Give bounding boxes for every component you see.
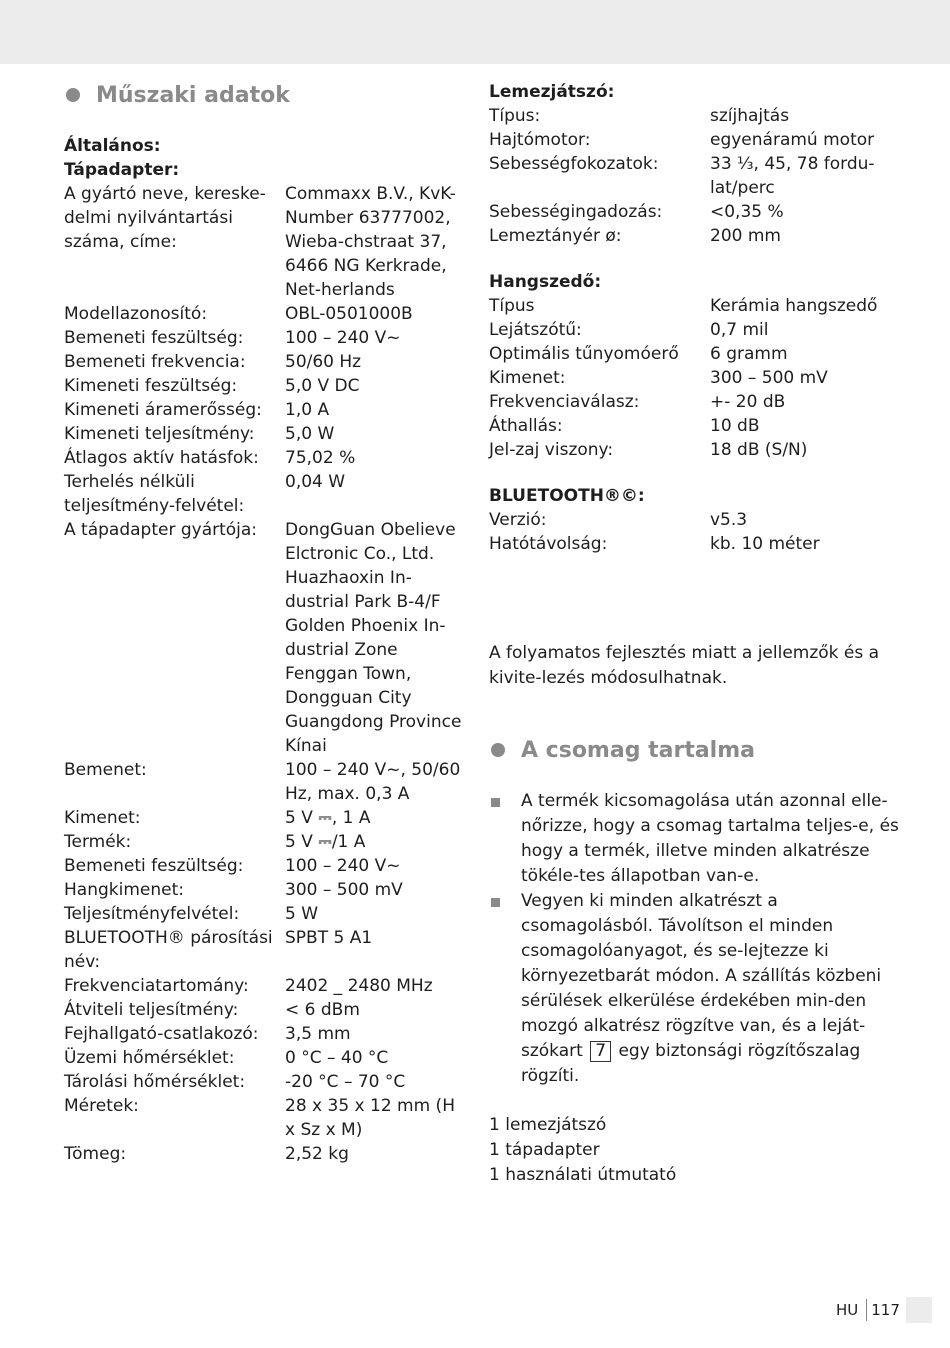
spec-value: 0,7 mil [710, 320, 769, 340]
spec-row [64, 302, 464, 326]
spec-label: Lemeztányér ø: [489, 226, 622, 246]
contents-item: 1 használati útmutató [489, 1165, 677, 1185]
spec-label: Kimeneti teljesítmény: [64, 424, 255, 444]
section-title-text: Műszaki adatok [96, 82, 290, 108]
spec-row [64, 1046, 464, 1070]
turntable-spec-list [489, 104, 899, 248]
spec-label: Átlagos aktív hatásfok: [64, 448, 259, 468]
spec-label: BLUETOOTH® párosítási név: [64, 928, 273, 972]
spec-label: Tömeg: [64, 1144, 127, 1164]
spec-row [64, 422, 464, 446]
spec-label: Kimeneti áramerősség: [64, 400, 262, 420]
spec-row [489, 390, 899, 414]
spec-row [489, 438, 899, 462]
spec-row [489, 508, 899, 532]
bullet-dot-icon [491, 743, 505, 757]
spec-label: Típus: [489, 106, 541, 126]
spec-value: 5 W [285, 904, 319, 924]
contents-item: 1 lemezjátszó [489, 1115, 607, 1135]
spec-row [489, 152, 899, 200]
spec-row [489, 224, 899, 248]
cartridge-spec-list [489, 294, 899, 462]
spec-value: 5,0 W [285, 424, 335, 444]
spec-row [489, 128, 899, 152]
package-contents-list [489, 1113, 899, 1188]
spec-label: Áthallás: [489, 416, 563, 436]
spec-value: 2402 _ 2480 MHz [285, 976, 433, 996]
spec-value: 2,52 kg [285, 1144, 349, 1164]
spec-row [64, 974, 464, 998]
spec-row [64, 1070, 464, 1094]
spec-row [64, 446, 464, 470]
adapter-spec-list [64, 182, 464, 1166]
spec-row [64, 902, 464, 926]
spec-value: 75,02 % [285, 448, 356, 468]
general-heading: Általános: [64, 136, 161, 156]
spec-value: SPBT 5 A1 [285, 928, 373, 948]
spec-value: egyenáramú motor [710, 130, 875, 150]
turntable-heading: Lemezjátszó: [489, 82, 615, 102]
spec-value: 5 V ⎓/1 A [285, 832, 366, 852]
spec-label: Modellazonosító: [64, 304, 208, 324]
spec-row [489, 104, 899, 128]
spec-label: Kimeneti feszültség: [64, 376, 238, 396]
spec-value: 33 ⅓, 45, 78 fordu-lat/perc [710, 154, 875, 198]
spec-value: kb. 10 méter [710, 534, 820, 554]
instruction-list [489, 789, 899, 1089]
spec-row [489, 200, 899, 224]
spec-label: Terhelés nélküli teljesítmény-felvétel: [64, 472, 245, 516]
spec-label: Fejhallgató-csatlakozó: [64, 1024, 259, 1044]
spec-label: Kimenet: [64, 808, 141, 828]
square-bullet-icon [491, 898, 500, 907]
spec-label: Sebességfokozatok: [489, 154, 659, 174]
spec-value: 5 V ⎓, 1 A [285, 808, 371, 828]
spec-value: 100 – 240 V~, 50/60 Hz, max. 0,3 A [285, 760, 461, 804]
spec-row [64, 326, 464, 350]
bluetooth-spec-list [489, 508, 899, 556]
spec-row [489, 318, 899, 342]
spec-label: Sebességingadozás: [489, 202, 663, 222]
spec-row [64, 926, 464, 974]
spec-value: szíjhajtás [710, 106, 790, 126]
spec-label: Hajtómotor: [489, 130, 591, 150]
spec-value: < 6 dBm [285, 1000, 360, 1020]
spec-label: Átviteli teljesítmény: [64, 1000, 239, 1020]
spec-row [64, 374, 464, 398]
spec-row [489, 366, 899, 390]
spec-label: Bemeneti feszültség: [64, 328, 244, 348]
spec-label: Frekvenciatartomány: [64, 976, 249, 996]
top-bar [0, 0, 950, 64]
spec-label: Frekvenciaválasz: [489, 392, 640, 412]
spec-label: Verzió: [489, 510, 547, 530]
spec-value: -20 °C – 70 °C [285, 1072, 406, 1092]
instruction-text: A termék kicsomagolása után azonnal elle-nőrizze, hogy a csomag tartalma teljes-e, és hogy a termék, illetve minden alkatrésze tökéle-tes állapotban van-e. [521, 791, 899, 886]
cartridge-heading: Hangszedő: [489, 272, 602, 292]
spec-value: 0 °C – 40 °C [285, 1048, 389, 1068]
spec-value: <0,35 % [710, 202, 784, 222]
spec-label: Jel-zaj viszony: [489, 440, 614, 460]
spec-row [64, 806, 464, 830]
spec-value: 6 gramm [710, 344, 788, 364]
part-reference-number: 7 [590, 1041, 611, 1062]
spec-value: 200 mm [710, 226, 781, 246]
section-title-text: A csomag tartalma [521, 737, 755, 763]
spec-row [64, 1142, 464, 1166]
spec-label: Típus [489, 296, 535, 316]
instruction-text: Vegyen ki minden alkatrészt a csomagolásból. Távolítson el minden csomagolóanyagot, és se-lejtezze ki környezetbarát módon. A szállítás közbeni sérülések elkerülése érdekében min-den mozgó alkatrész rögzítve van, és a leját-szókart [521, 891, 882, 1061]
spec-row [64, 854, 464, 878]
page-footer [836, 1297, 932, 1323]
spec-value: 100 – 240 V~ [285, 328, 401, 348]
spec-row [64, 758, 464, 806]
spec-value: 100 – 240 V~ [285, 856, 401, 876]
spec-row [64, 470, 464, 518]
spec-value: 18 dB (S/N) [710, 440, 808, 460]
instruction-text-end: egy biztonsági rögzítőszalag rögzíti. [521, 1041, 861, 1086]
spec-value: Kerámia hangszedő [710, 296, 878, 316]
spec-label: Teljesítményfelvétel: [64, 904, 240, 924]
spec-row [489, 342, 899, 366]
section-title-package-contents [489, 735, 899, 765]
spec-label: Kimenet: [489, 368, 566, 388]
bullet-dot-icon [66, 88, 80, 102]
development-note: A folyamatos fejlesztés miatt a jellemzők és a kivite-lezés módosulhatnak. [489, 643, 880, 688]
contents-item: 1 tápadapter [489, 1140, 600, 1160]
spec-label: Bemeneti feszültség: [64, 856, 244, 876]
spec-row [489, 414, 899, 438]
spec-value: 1,0 A [285, 400, 330, 420]
spec-value: Commaxx B.V., KvK-Number 63777002, Wieba-chstraat 37, 6466 NG Kerkrade, Net-herlands [285, 184, 456, 300]
spec-label: Lejátszótű: [489, 320, 582, 340]
spec-row [64, 350, 464, 374]
spec-value: 5,0 V DC [285, 376, 360, 396]
footer-tab [906, 1297, 932, 1323]
spec-value: 300 – 500 mV [710, 368, 828, 388]
section-title-technical-data [64, 80, 464, 110]
adapter-heading: Tápadapter: [64, 160, 180, 180]
spec-label: Optimális tűnyomóerő [489, 344, 679, 364]
instruction-text-container [521, 889, 899, 1089]
spec-label: A tápadapter gyártója: [64, 520, 258, 540]
spec-label: Termék: [64, 832, 132, 852]
spec-value: 300 – 500 mV [285, 880, 403, 900]
spec-row [64, 182, 464, 302]
spec-value: 3,5 mm [285, 1024, 351, 1044]
spec-value: 0,04 W [285, 472, 346, 492]
spec-row [64, 1022, 464, 1046]
spec-row [64, 518, 464, 758]
spec-value: 28 x 35 x 12 mm (H x Sz x M) [285, 1096, 455, 1140]
bluetooth-heading: BLUETOOTH®©: [489, 486, 645, 506]
page-number: 117 [871, 1301, 900, 1319]
spec-label: Méretek: [64, 1096, 139, 1116]
spec-label: Bemeneti frekvencia: [64, 352, 246, 372]
spec-row [489, 532, 899, 556]
language-code: HU [836, 1301, 859, 1319]
square-bullet-icon [491, 798, 500, 807]
spec-row [64, 398, 464, 422]
spec-row [489, 294, 899, 318]
spec-value: v5.3 [710, 510, 748, 530]
spec-row [64, 878, 464, 902]
spec-label: A gyártó neve, kereske-delmi nyilvántartási száma, címe: [64, 184, 266, 252]
spec-row [64, 998, 464, 1022]
left-column [64, 80, 464, 1166]
spec-label: Tárolási hőmérséklet: [64, 1072, 246, 1092]
spec-row [64, 1094, 464, 1142]
spec-label: Üzemi hőmérséklet: [64, 1048, 235, 1068]
spec-value: 10 dB [710, 416, 760, 436]
spec-label: Hatótávolság: [489, 534, 608, 554]
spec-row [64, 830, 464, 854]
spec-label: Hangkimenet: [64, 880, 184, 900]
spec-value: OBL-0501000B [285, 304, 413, 324]
list-item [489, 789, 899, 889]
spec-value: DongGuan Obelieve Elctronic Co., Ltd. Huazhaoxin In-dustrial Park B-4/F Golden Phoenix In-dustrial Zone Fenggan Town, Dongguan City Guangdong Province Kínai [285, 520, 462, 756]
spec-value: 50/60 Hz [285, 352, 362, 372]
list-item [489, 889, 899, 1089]
spec-label: Bemenet: [64, 760, 147, 780]
right-column [489, 80, 899, 1188]
spec-value: +- 20 dB [710, 392, 786, 412]
